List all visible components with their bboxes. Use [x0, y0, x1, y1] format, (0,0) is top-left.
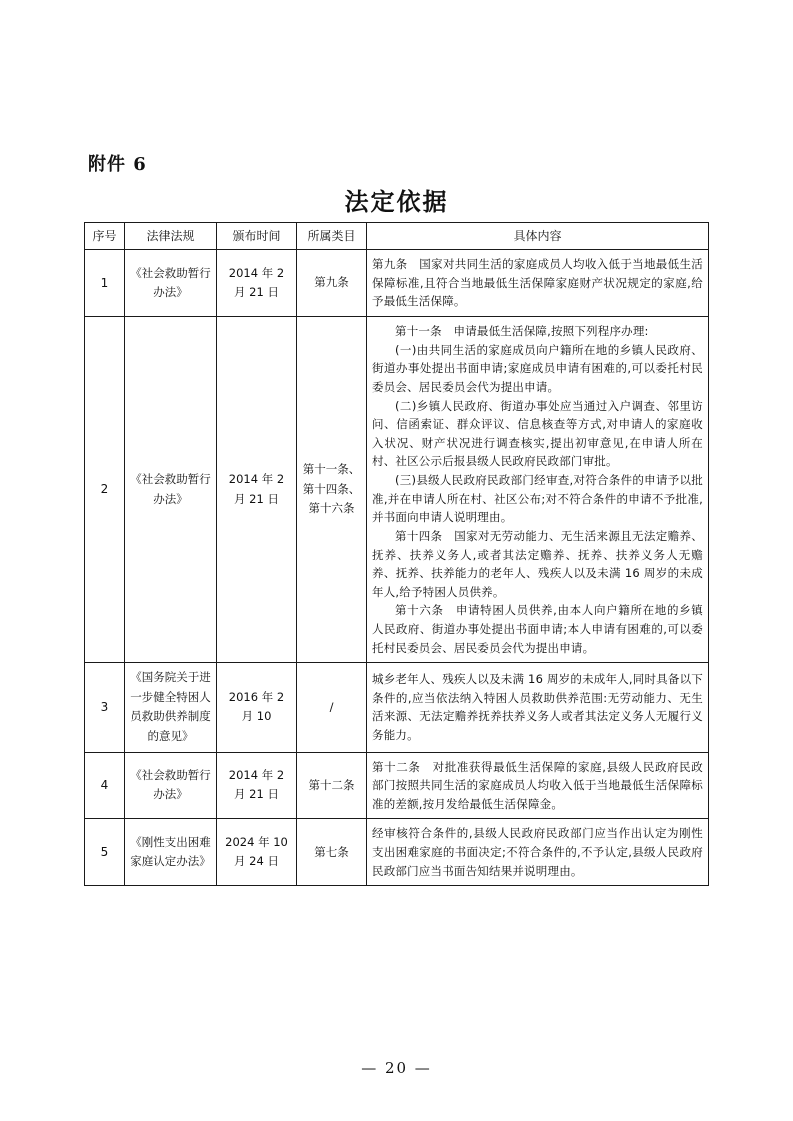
page-number: — 20 —: [361, 1059, 432, 1077]
legal-basis-table: [84, 222, 709, 886]
table-row: [85, 752, 709, 819]
cell-law: 《社会救助暂行办法》: [125, 317, 217, 663]
cell-index: 1: [85, 250, 125, 317]
cell-category: 第七条: [297, 819, 367, 886]
table-header: [85, 223, 709, 250]
cell-content: [367, 250, 709, 317]
cell-law: 《社会救助暂行办法》: [125, 752, 217, 819]
cell-date: 2014 年 2 月 21 日: [217, 250, 297, 317]
content-paragraph: (三)县级人民政府民政部门经审查,对符合条件的申请予以批准,并在申请人所在村、社区公布;对不符合条件的申请不予批准,并书面向申请人说明理由。: [372, 473, 703, 525]
column-header-index: 序号: [85, 223, 125, 250]
cell-category: /: [297, 663, 367, 752]
table-row: [85, 819, 709, 886]
table-body: [85, 250, 709, 886]
table-row: [85, 663, 709, 752]
cell-date: 2024 年 10 月 24 日: [217, 819, 297, 886]
attachment-label: 附件 6: [88, 154, 147, 175]
cell-law: 《社会救助暂行办法》: [125, 250, 217, 317]
content-paragraph: (一)由共同生活的家庭成员向户籍所在地的乡镇人民政府、街道办事处提出书面申请;家庭成员申请有困难的,可以委托村民委员会、居民委员会代为提出申请。: [372, 342, 703, 394]
content-paragraph: 第十二条 对批准获得最低生活保障的家庭,县级人民政府民政部门按照共同生活的家庭成员人均收入低于当地最低生活保障标准的差额,按月发给最低生活保障金。: [372, 759, 703, 811]
cell-index: 5: [85, 819, 125, 886]
cell-law: 《国务院关于进一步健全特困人员救助供养制度的意见》: [125, 663, 217, 752]
cell-category: 第十一条、第十四条、第十六条: [297, 317, 367, 663]
content-paragraph: 第十六条 申请特困人员供养,由本人向户籍所在地的乡镇人民政府、街道办事处提出书面申请;本人申请有困难的,可以委托村民委员会、居民委员会代为提出申请。: [372, 603, 703, 655]
page-title: 法定依据: [344, 187, 449, 216]
cell-category: 第九条: [297, 250, 367, 317]
column-header-category: 所属类目: [297, 223, 367, 250]
cell-index: 4: [85, 752, 125, 819]
cell-index: 3: [85, 663, 125, 752]
cell-content: [367, 663, 709, 752]
content-paragraph: 城乡老年人、残疾人以及未满 16 周岁的未成年人,同时具备以下条件的,应当依法纳入特困人员救助供养范围:无劳动能力、无生活来源、无法定赡养抚养扶养义务人或者其法定义务人无履行义务能力。: [372, 672, 703, 743]
cell-content: [367, 819, 709, 886]
cell-date: 2014 年 2 月 21 日: [217, 752, 297, 819]
column-header-law: 法律法规: [125, 223, 217, 250]
content-paragraph: 第十一条 申请最低生活保障,按照下列程序办理:: [395, 324, 649, 339]
cell-content: [367, 752, 709, 819]
cell-content: [367, 317, 709, 663]
cell-date: 2016 年 2 月 10: [217, 663, 297, 752]
content-paragraph: 经审核符合条件的,县级人民政府民政部门应当作出认定为刚性支出困难家庭的书面决定;不符合条件的,不予认定,县级人民政府民政部门应当书面告知结果并说明理由。: [372, 826, 703, 878]
column-header-content: 具体内容: [367, 223, 709, 250]
cell-index: 2: [85, 317, 125, 663]
cell-date: 2014 年 2 月 21 日: [217, 317, 297, 663]
table-row: [85, 317, 709, 663]
table-row: [85, 250, 709, 317]
cell-category: 第十二条: [297, 752, 367, 819]
table-header-row: [85, 223, 709, 250]
column-header-date: 颁布时间: [217, 223, 297, 250]
content-paragraph: (二)乡镇人民政府、街道办事处应当通过入户调查、邻里访问、信函索证、群众评议、信息核查等方式,对申请人的家庭收入状况、财产状况进行调查核实,提出初审意见,在申请人所在村、社区公示后报县级人民政府民政部门审批。: [372, 398, 703, 469]
content-paragraph: 第十四条 国家对无劳动能力、无生活来源且无法定赡养、抚养、扶养义务人,或者其法定赡养、抚养、扶养义务人无赡养、抚养、扶养能力的老年人、残疾人以及未满 16 周岁的未成年人,给予特困人员供养。: [372, 528, 703, 599]
content-paragraph: 第九条 国家对共同生活的家庭成员人均收入低于当地最低生活保障标准,且符合当地最低生活保障家庭财产状况规定的家庭,给予最低生活保障。: [372, 257, 703, 309]
cell-law: 《刚性支出困难家庭认定办法》: [125, 819, 217, 886]
